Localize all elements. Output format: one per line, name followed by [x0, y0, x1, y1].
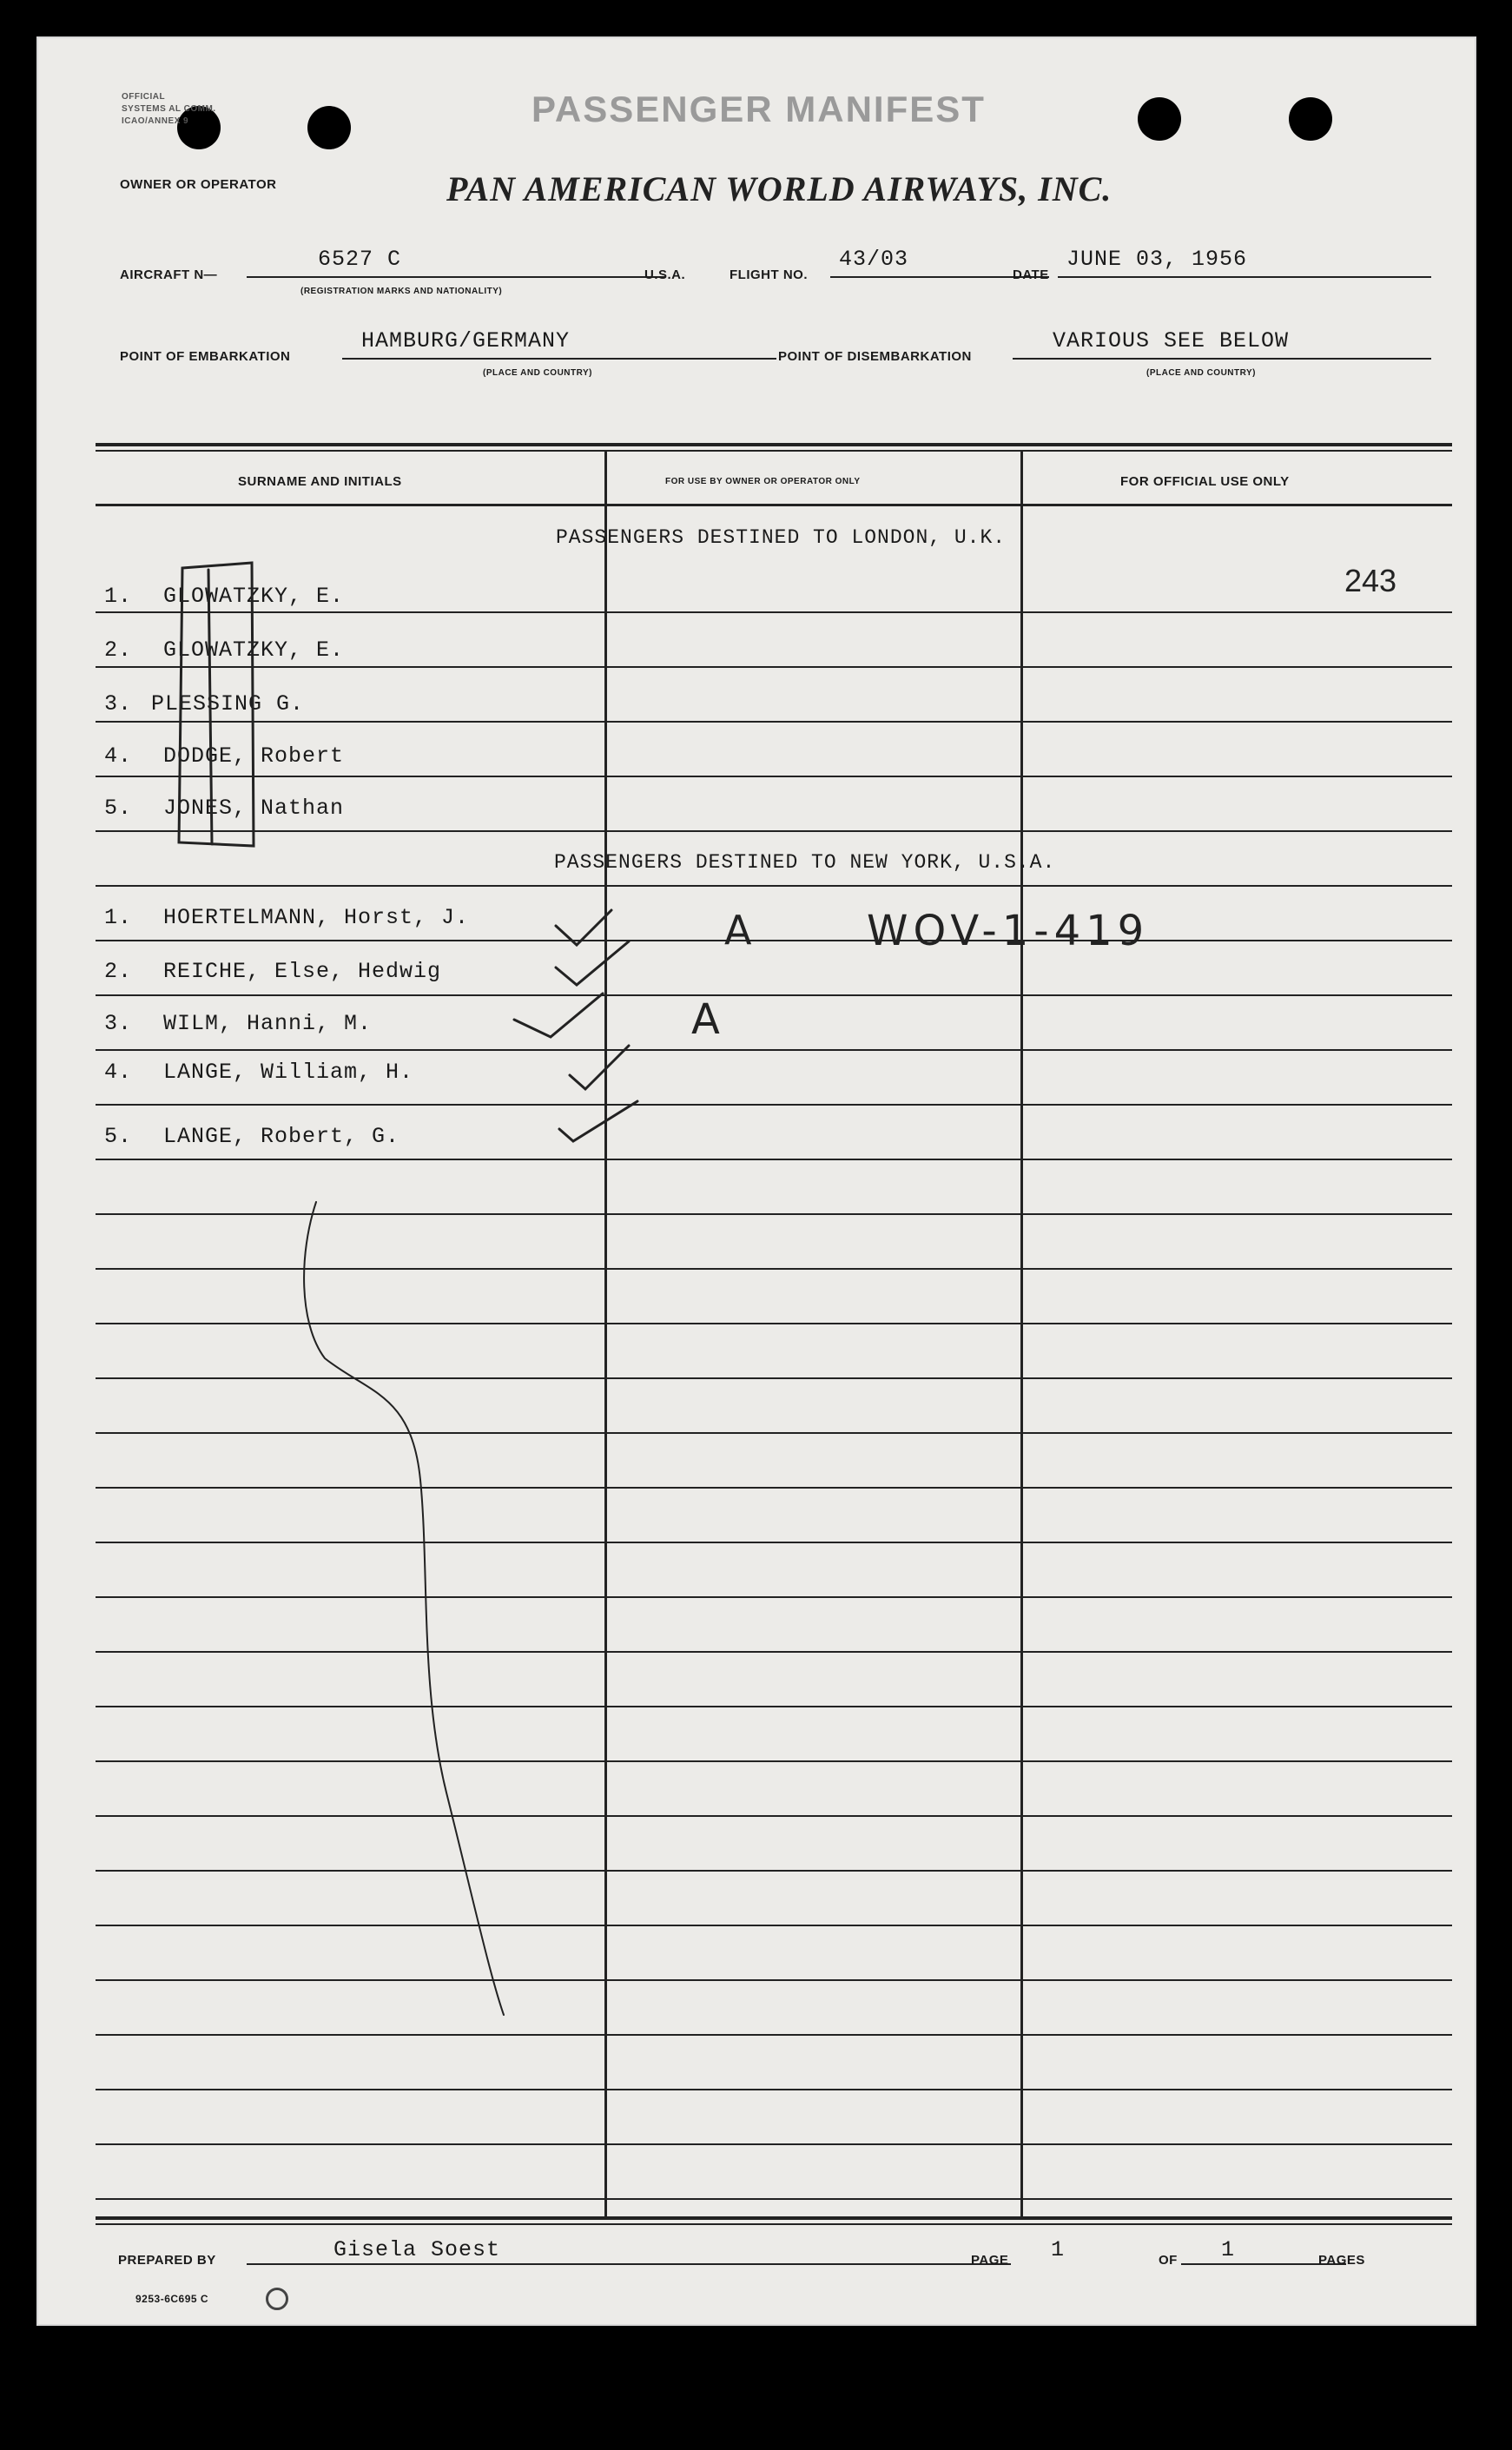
aircraft-label: AIRCRAFT N— [120, 267, 218, 282]
disembark-caption: (PLACE AND COUNTRY) [1146, 368, 1256, 378]
prepared-by-label: PREPARED BY [118, 2253, 216, 2268]
date-label: DATE [1013, 267, 1049, 282]
list-item-num: 2. [104, 959, 133, 984]
list-item-num: 5. [104, 1124, 133, 1149]
of-label: OF [1159, 2253, 1178, 2268]
page-label: PAGE [971, 2253, 1009, 2268]
of-value: 1 [1221, 2237, 1236, 2262]
disembark-label: POINT OF DISEMBARKATION [778, 349, 972, 364]
list-item-num: 1. [104, 905, 133, 930]
page-value: 1 [1051, 2237, 1066, 2262]
stamp-line-2: SYSTEMS AL COMM. [122, 104, 216, 114]
checkmark [556, 910, 611, 945]
aircraft-caption: (REGISTRATION MARKS AND NATIONALITY) [300, 287, 503, 296]
list-item-num: 1. [104, 584, 133, 609]
list-item-name: HOERTELMANN, Horst, J. [163, 905, 470, 930]
checkmark [559, 1101, 637, 1141]
aircraft-value: 6527 C [318, 247, 402, 272]
long-stroke [304, 1202, 504, 2015]
handwritten-a-2: A [691, 995, 720, 1044]
table-bottom-rule [96, 2216, 1452, 2220]
list-item-num: 2. [104, 637, 133, 663]
checkmark [570, 1046, 629, 1089]
stamp-line-1: OFFICIAL [122, 92, 166, 102]
list-item-name: GLOWATZKY, E. [163, 637, 345, 663]
manifest-sheet [36, 36, 1476, 2326]
owner-label: OWNER OR OPERATOR [120, 177, 277, 192]
handwriting-overlay [38, 38, 1478, 2328]
official-number: 243 [1344, 563, 1397, 598]
list-item-name: WILM, Hanni, M. [163, 1011, 373, 1036]
embark-value: HAMBURG/GERMANY [361, 328, 571, 353]
list-item-name: PLESSING G. [151, 691, 305, 717]
list-item-num: 4. [104, 743, 133, 769]
list-item-num: 3. [104, 691, 133, 717]
prepared-by-value: Gisela Soest [333, 2237, 501, 2262]
flight-label: FLIGHT NO. [730, 267, 808, 282]
printer-seal-icon [266, 2288, 288, 2310]
handwritten-a-1: A [724, 907, 752, 954]
owner-name: PAN AMERICAN WORLD AIRWAYS, INC. [446, 169, 1113, 208]
group-heading-london: PASSENGERS DESTINED TO LONDON, U.K. [556, 526, 1007, 549]
list-item-name: LANGE, Robert, G. [163, 1124, 400, 1149]
handwritten-note: WOV-1-419 [867, 907, 1150, 955]
date-value: JUNE 03, 1956 [1066, 247, 1248, 272]
stamp-line-3: ICAO/ANNEX 9 [122, 116, 189, 126]
checkmark [514, 994, 603, 1037]
prepared-by-underline [247, 2263, 1011, 2265]
list-item-num: 4. [104, 1060, 133, 1085]
list-item-name: GLOWATZKY, E. [163, 584, 345, 609]
flight-value: 43/03 [839, 247, 909, 272]
header-surname: SURNAME AND INITIALS [238, 474, 402, 489]
embark-caption: (PLACE AND COUNTRY) [483, 368, 592, 378]
form-code: 9253-6C695 C [135, 2293, 209, 2305]
list-item-name: REICHE, Else, Hedwig [163, 959, 442, 984]
embark-label: POINT OF EMBARKATION [120, 349, 291, 364]
list-item-name: JONES, Nathan [163, 796, 345, 821]
usa-label: U.S.A. [644, 267, 686, 282]
checkmark [556, 941, 629, 985]
list-item-num: 3. [104, 1011, 133, 1036]
table-bottom-rule-2 [96, 2223, 1452, 2225]
group-heading-new-york: PASSENGERS DESTINED TO NEW YORK, U.S.A. [554, 851, 1056, 874]
form-title: PASSENGER MANIFEST [532, 89, 986, 129]
pages-label: PAGES [1318, 2253, 1365, 2268]
header-owner-use: FOR USE BY OWNER OR OPERATOR ONLY [665, 477, 861, 486]
header-official-use: FOR OFFICIAL USE ONLY [1120, 474, 1290, 489]
list-item-name: LANGE, William, H. [163, 1060, 414, 1085]
list-item-name: DODGE, Robert [163, 743, 345, 769]
bracket-mark [179, 563, 254, 846]
disembark-value: VARIOUS SEE BELOW [1053, 328, 1290, 353]
list-item-num: 5. [104, 796, 133, 821]
